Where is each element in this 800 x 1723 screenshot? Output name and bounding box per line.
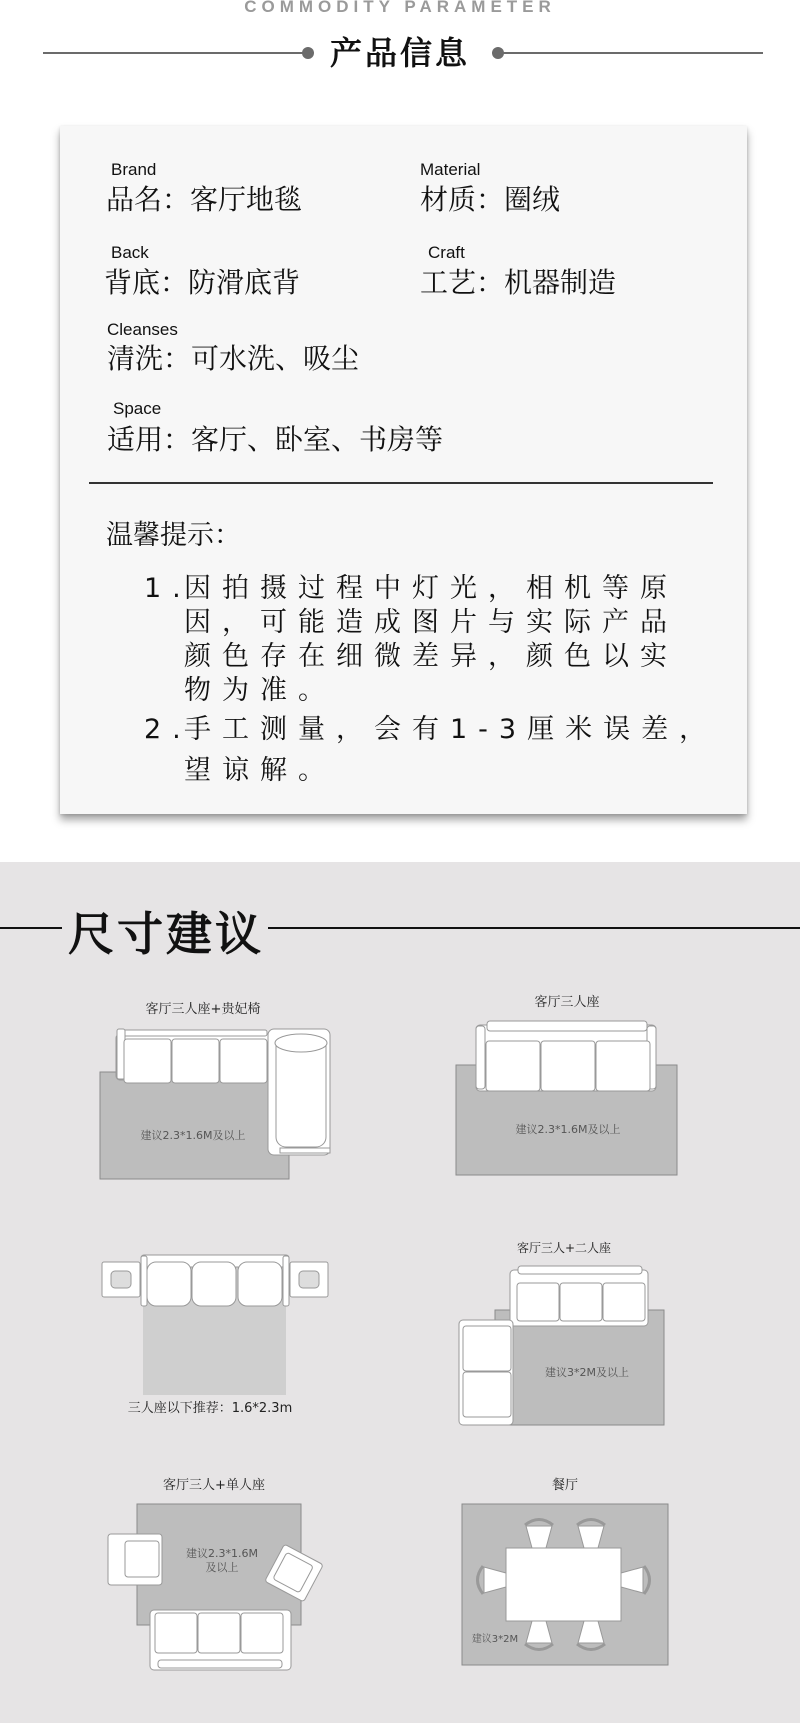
param-brand: 品名：客厅地毯 [106,183,303,216]
layout-three-seat [456,994,677,1175]
dining-table [506,1548,621,1621]
sofa-cushion [241,1613,283,1653]
sofa-cushion [124,1039,171,1083]
param-brand-en: Brand [111,160,157,179]
sofa-cushion [463,1326,511,1371]
sofa-cushion [596,1041,650,1091]
size-guide-title: 尺寸建议 [68,907,264,961]
sofa-cushion [192,1262,236,1306]
tips-title: 温馨提示： [106,520,241,551]
tip-2-line-1: 手工测量，会有1-3厘米误差， [184,714,718,745]
sofa-cushion [155,1613,197,1653]
layout-sofa-chaise [100,1001,330,1179]
param-card [60,126,747,814]
rug-2-text: 建议2.3*1.6M及以上 [515,1123,621,1136]
param-craft-en: Craft [428,243,465,262]
sofa-cushion [220,1039,267,1083]
param-back-en: Back [111,243,149,262]
tip-1-line-4: 物为准。 [184,675,336,706]
layout-three-plus-one [108,1477,323,1670]
layout-small-three-seat [102,1255,328,1416]
tip-1-line-1: 因拍摄过程中灯光，相机等原 [184,573,678,604]
layout-5-label: 客厅三人+单人座 [163,1478,265,1493]
sofa-cushion [541,1041,595,1091]
sofa-cushion [486,1041,540,1091]
title-rule-left [43,52,306,54]
tip-2-line-2: 望谅解。 [184,755,336,786]
layout-three-plus-two [459,1240,664,1425]
layout-diagrams [0,862,800,1723]
param-cleanses: 清洗：可水洗、吸尘 [107,342,360,375]
tip-2-number: 2. [144,714,192,745]
param-material: 材质：圈绒 [420,183,561,216]
layout-3-label: 三人座以下推荐：1.6*2.3m [127,1401,293,1416]
title-rule-right [500,52,763,54]
tip-1-number: 1. [144,573,192,604]
layout-1-label: 客厅三人座+贵妃椅 [145,1002,261,1017]
card-divider [89,482,713,484]
param-back: 背底：防滑底背 [104,266,301,299]
param-space: 适用：客厅、卧室、书房等 [107,423,444,456]
size-guide-section [0,862,800,1723]
section-en-title: COMMODITY PARAMETER [244,0,556,16]
param-space-en: Space [113,399,162,418]
sofa-cushion [238,1262,282,1306]
sofa-cushion [198,1613,240,1653]
sofa-cushion [603,1283,645,1321]
tip-1-line-2: 因，可能造成图片与实际产品 [184,607,678,638]
sofa-cushion [517,1283,559,1321]
param-material-en: Material [420,160,481,179]
rug-4-text: 建议3*2M及以上 [545,1366,629,1379]
param-cleanses-en: Cleanses [107,320,178,339]
sofa-cushion [147,1262,191,1306]
tip-1-line-3: 颜色存在细微差异，颜色以实 [184,641,678,672]
layout-4-label: 客厅三人+二人座 [516,1241,612,1255]
layout-2-label: 客厅三人座 [534,995,600,1010]
rug-6-text: 建议3*2M [471,1634,519,1645]
rug-5-text-line-1: 建议2.3*1.6M [186,1547,258,1560]
rug-1-text: 建议2.3*1.6M及以上 [140,1129,246,1142]
rug-5-text-line-2: 及以上 [205,1561,239,1574]
rug-1 [100,1072,289,1179]
layout-6-label: 餐厅 [551,1478,579,1493]
sofa-cushion [172,1039,219,1083]
param-craft: 工艺：机器制造 [420,266,617,299]
sofa-cushion [463,1372,511,1417]
section-title: 产品信息 [329,34,470,72]
layout-dining [462,1477,668,1665]
sofa-cushion [560,1283,602,1321]
